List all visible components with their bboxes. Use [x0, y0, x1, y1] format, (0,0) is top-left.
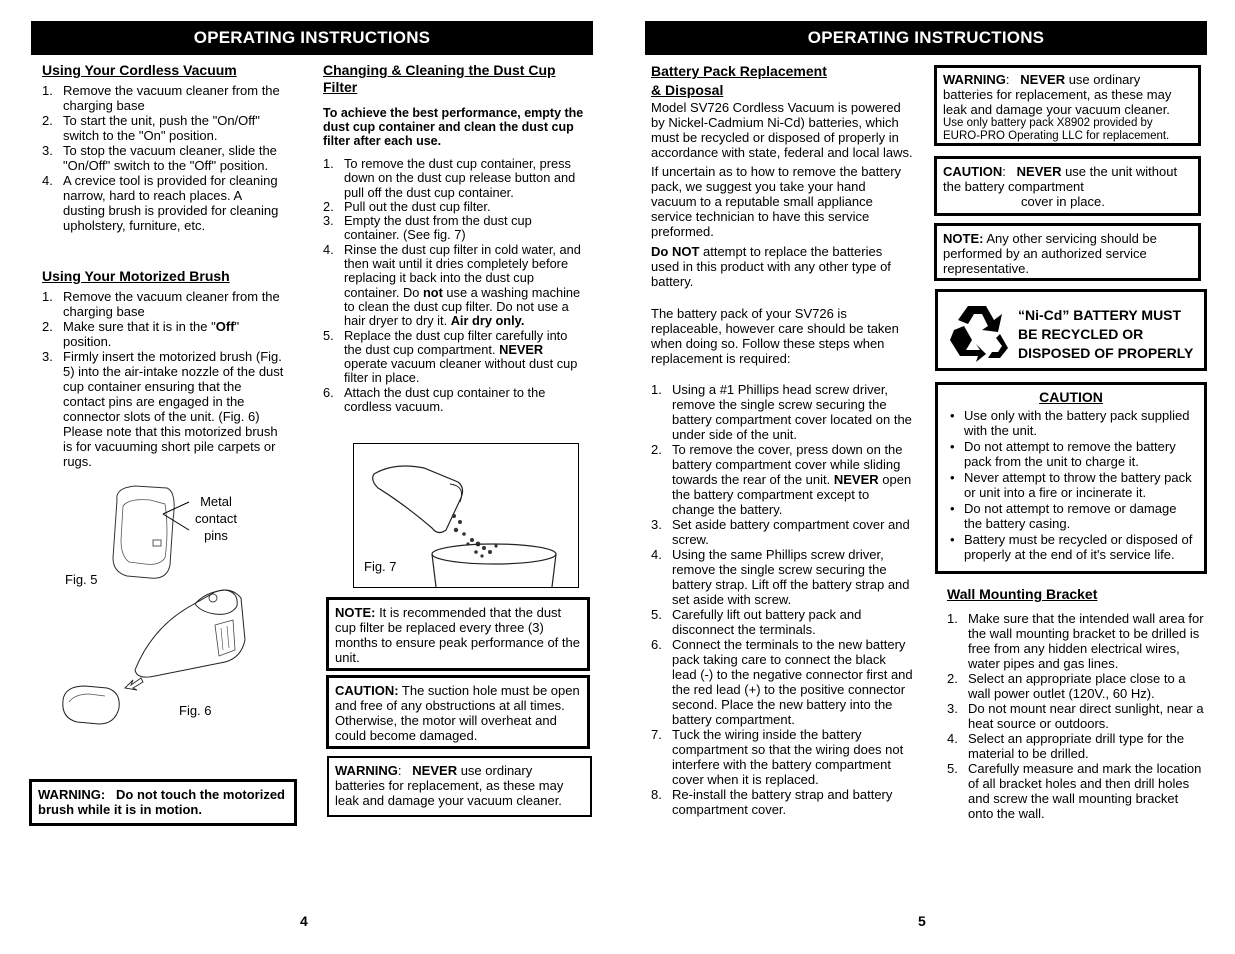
fig6-label: Fig. 6 — [179, 703, 212, 718]
battery-list — [651, 382, 913, 817]
cordless-section — [42, 62, 285, 233]
dustcup-section — [323, 62, 588, 414]
list-item: 6. Connect the terminals to the new battery pack taking care to connect the black lead (-) to the negative connector first and the red lead (+) to the positive connector second. Place the new battery into the battery compartment. — [651, 637, 913, 727]
motorized-list — [42, 289, 285, 469]
list-item: 1. Make sure that the intended wall area for the wall mounting bracket to be drilled is free from any hidden electrical wires, water pipes and gas lines. — [947, 611, 1204, 671]
list-item: 4. Using the same Phillips screw driver, remove the single screw securing the battery strap. Lift off the battery strap and set aside with screw. — [651, 547, 910, 607]
list-item: 3. Empty the dust from the dust cup container. (See fig. 7) — [323, 213, 532, 243]
list-item: 1. To remove the dust cup container, press down on the dust cup release button and pull off the dust cup container. — [323, 156, 576, 200]
list-item: 4. A crevice tool is provided for cleaning narrow, hard to reach places. A dusting brush is provided for cleaning upholstery, furniture, etc. — [42, 173, 279, 233]
note-filter-box: NOTE: It is recommended that the dust cup filter be replaced every three (3) months to ensure peak performance of the unit. — [326, 597, 590, 671]
fig5-label: Fig. 5 — [65, 572, 98, 587]
fig7-frame — [353, 443, 579, 588]
cordless-title: Using Your Cordless Vacuum — [42, 62, 237, 78]
list-item: 2. To remove the cover, press down on the battery compartment cover while sliding towards the rear of the unit. NEVER open the battery compartment except to change the battery. — [651, 442, 912, 517]
motorized-title: Using Your Motorized Brush — [42, 268, 230, 284]
right-banner: OPERATING INSTRUCTIONS — [645, 21, 1207, 55]
list-item: 3. To stop the vacuum cleaner, slide the "On/Off" switch to the "Off" position. — [42, 143, 277, 173]
list-item: 1. Using a #1 Phillips head screw driver, remove the single screw securing the battery compartment cover located on the under side of the unit. — [651, 382, 912, 442]
dustcup-title: Changing & Cleaning the Dust Cup Filter — [323, 62, 556, 95]
battery-para-3: Do NOT attempt to replace the batteries used in this product with any other type of battery. — [651, 244, 891, 289]
caution-list-title: CAUTION — [1039, 389, 1103, 405]
wall-title: Wall Mounting Bracket — [947, 586, 1098, 602]
motorized-section — [42, 268, 285, 469]
list-item: 3. Firmly insert the motorized brush (Fig. 5) into the air-intake nozzle of the dust cup container ensuring that the contact pins are engaged in the connector slots of the unit. (Fig. 6) Please note that this motorized brush is for vacuuming short pile carpets or rugs. — [42, 349, 284, 469]
list-item: 3. Do not mount near direct sunlight, near a heat source or outdoors. — [947, 701, 1204, 731]
dustcup-intro: To achieve the best performance, empty the dust cup container and clean the dust cup filter after each use. — [323, 106, 584, 148]
dustcup-list — [323, 157, 588, 414]
list-item: 2. Make sure that it is in the "Off" position. — [42, 319, 240, 349]
list-item: • Do not attempt to remove or damage the battery casing. — [950, 501, 1196, 531]
list-item: 3. Set aside battery compartment cover and screw. — [651, 517, 910, 547]
list-item: • Use only with the battery pack supplied with the unit. — [950, 408, 1196, 438]
wall-section — [947, 586, 1205, 821]
list-item: 2. To start the unit, push the "On/Off" switch to the "On" position. — [42, 113, 260, 143]
page-number-left: 4 — [300, 913, 308, 929]
recycle-box — [935, 289, 1207, 371]
warning-brush-box: WARNING: Do not touch the motorized brush while it is in motion. — [29, 779, 297, 826]
cordless-list — [42, 83, 285, 233]
battery-title: Battery Pack Replacement & Disposal — [651, 63, 827, 98]
battery-section — [651, 62, 913, 817]
caution-compartment-box: CAUTION: NEVER use the unit without the battery compartment cover in place. — [934, 156, 1201, 216]
fig7-label: Fig. 7 — [364, 559, 397, 574]
list-item: 2. Pull out the dust cup filter. — [323, 198, 491, 214]
warning-battery-left-box: WARNING: NEVER use ordinary batteries for replacement, as these may leak and damage your vacuum cleaner. — [327, 756, 592, 817]
battery-para-2: If uncertain as to how to remove the battery pack, we suggest you take your hand vacuum to a reputable small appliance service technician to have this service preformed. — [651, 164, 902, 239]
recycle-icon — [946, 300, 1012, 364]
list-item: 7. Tuck the wiring inside the battery compartment so that the wiring does not interfere with the battery compartment cover when it is replaced. — [651, 727, 904, 787]
list-item: 5. Carefully lift out battery pack and disconnect the terminals. — [651, 607, 862, 637]
list-item: 4. Select an appropriate drill type for the material to be drilled. — [947, 731, 1185, 761]
list-item: 1. Remove the vacuum cleaner from the charging base — [42, 289, 280, 319]
list-item: 8. Re-install the battery strap and battery compartment cover. — [651, 787, 893, 817]
left-banner: OPERATING INSTRUCTIONS — [31, 21, 593, 55]
warning-battery-right-box: WARNING: NEVER use ordinary batteries for replacement, as these may leak and damage your vacuum cleaner. Use only battery pack X8902 provided by EURO-PRO Operating LLC for replacement. — [934, 65, 1201, 146]
note-service-box: NOTE: Any other servicing should be performed by an authorized service representative. — [934, 223, 1201, 281]
motorized-brush-illustration — [55, 480, 295, 740]
list-item: • Do not attempt to remove the battery pack from the unit to charge it. — [950, 439, 1196, 469]
list-item: 5. Replace the dust cup filter carefully into the dust cup compartment. NEVER operate vacuum cleaner without dust cup filter in place. — [323, 327, 578, 386]
list-item: • Never attempt to throw the battery pack or unit into a fire or incinerate it. — [950, 470, 1196, 500]
hand-vacuum-shape — [135, 590, 245, 677]
list-item: 6. Attach the dust cup container to the cordless vacuum. — [323, 384, 546, 415]
page-number-right: 5 — [918, 913, 926, 929]
list-item: 2. Select an appropriate place close to a wall power outlet (120V., 60 Hz). — [947, 671, 1186, 701]
recycle-text: “Ni-Cd” BATTERY MUST BE RECYCLED OR DISPOSED OF PROPERLY — [1018, 307, 1194, 361]
caution-list — [946, 408, 1196, 562]
list-item: 5. Carefully measure and mark the location of all bracket holes and then drill holes and screw the wall mounting bracket onto the wall. — [947, 761, 1202, 821]
list-item: 1. Remove the vacuum cleaner from the charging base — [42, 83, 280, 113]
metal-pins-label: Metal contact pins — [195, 494, 237, 543]
list-item: 4. Rinse the dust cup filter in cold water, and then wait until it dries completely before replacing it back into the dust cup container. Do not use a washing machine to clean the dust cup filter. Do not use a hair dryer to dry it. Air dry only. — [323, 241, 581, 329]
battery-para-4: The battery pack of your SV726 is replaceable, however care should be taken when doing so. Follow these steps when replacement is required: — [651, 306, 899, 366]
caution-suction-box: CAUTION: The suction hole must be open and free of any obstructions at all times. Otherwise, the motor will overheat and could become damaged. — [326, 675, 590, 749]
list-item: • Battery must be recycled or disposed of properly at the end of it's service life. — [950, 532, 1196, 562]
caution-list-box — [935, 382, 1207, 574]
battery-para-1: Model SV726 Cordless Vacuum is powered by Nickel-Cadmium Ni-Cd) batteries, which must be recycled or disposed of properly in accordance with state, federal and local laws. — [651, 100, 913, 160]
wall-list — [947, 611, 1205, 821]
